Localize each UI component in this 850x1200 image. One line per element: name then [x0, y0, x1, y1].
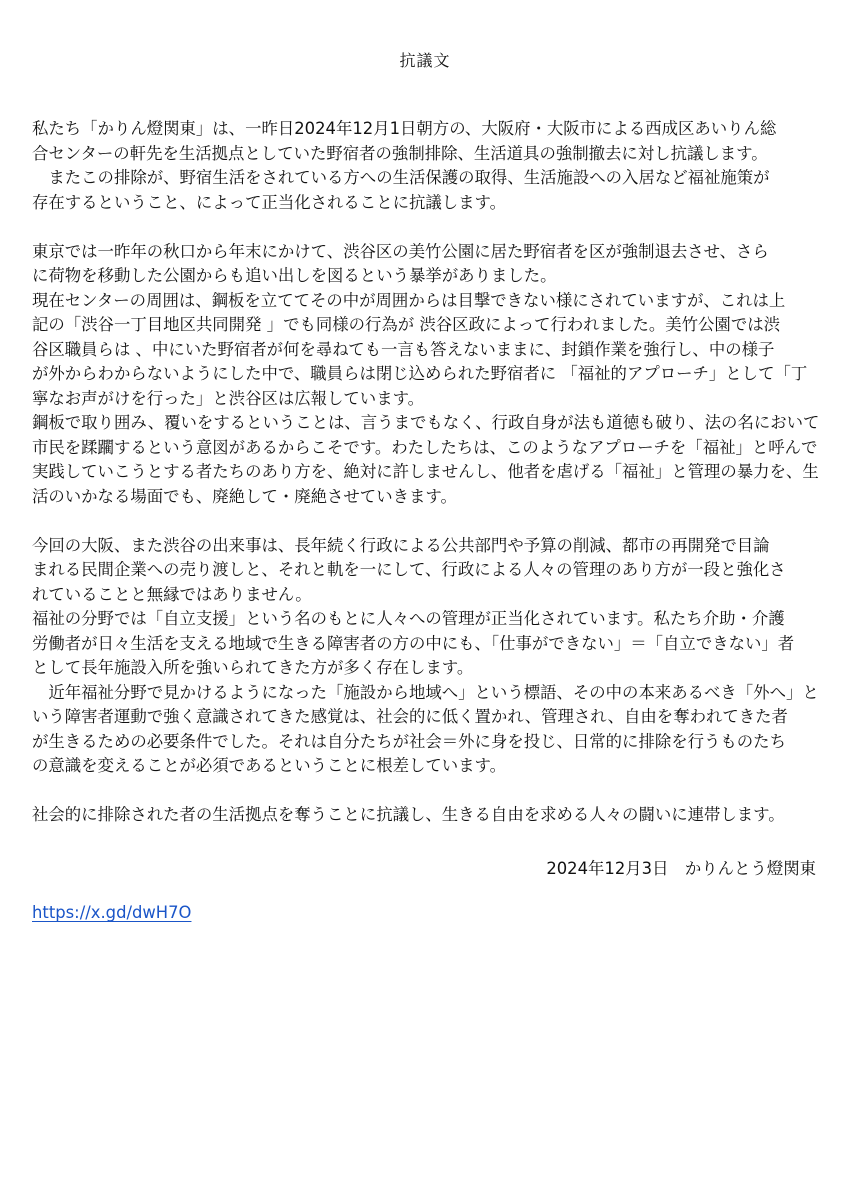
- paragraph-1: [32, 117, 824, 215]
- text-line: 近年福祉分野で見かけるようになった「施設から地域へ」という標語、その中の本来あるべき「外へ」と: [32, 682, 819, 702]
- paragraph-3: [32, 534, 824, 779]
- paragraph-gap: [32, 779, 824, 804]
- text-line: に荷物を移動した公園からも追い出しを図るという暴挙がありました。: [32, 266, 557, 285]
- paragraph-4: [32, 803, 824, 828]
- text-line: 市民を蹂躙するという意図があるからこそです。わたしたちは、このようなアプローチを「福祉」と呼んで: [32, 437, 818, 457]
- signature-date: 2024年12月3日 かりんとう燈関東: [546, 859, 816, 878]
- text-line: 実践していこうとする者たちのあり方を、絶対に許しませんし、他者を虐げる「福祉」と管理の暴力を、生: [32, 462, 819, 481]
- document-title: 抗議文: [399, 51, 451, 70]
- text-line: 合センターの軒先を生活拠点としていた野宿者の強制排除、生活道具の強制撤去に対し抗議します。: [32, 143, 768, 163]
- text-line: 寧なお声がけを行った」と渋谷区は広報しています。: [32, 388, 425, 408]
- text-line: が生きるための必要条件でした。それは自分たちが社会＝外に身を投じ、日常的に排除を行うものたち: [32, 731, 786, 751]
- text-line: 今回の大阪、また渋谷の出来事は、長年続く行政による公共部門や予算の削減、都市の再開発で目論: [32, 535, 770, 555]
- text-line: の意識を変えることが必須であるということに根差しています。: [32, 756, 507, 775]
- text-line: 鋼板で取り囲み、覆いをするということは、言うまでもなく、行政自身が法も道徳も破り、法の名において: [32, 413, 820, 432]
- text-line: またこの排除が、野宿生活をされている方への生活保護の取得、生活施設への入居など福祉施策が: [32, 168, 770, 187]
- text-line: 東京では一昨年の秋口から年末にかけて、渋谷区の美竹公園に居た野宿者を区が強制退去させ、さら: [32, 241, 769, 261]
- text-line: 記の「渋谷一丁目地区共同開発 」でも同様の行為が 渋谷区政によって行われました。美竹公園では渋: [32, 315, 780, 334]
- text-line: 存在するということ、によって正当化されることに抗議します。: [32, 192, 507, 212]
- paragraph-gap: [32, 509, 824, 534]
- text-line: まれる民間企業への売り渡しと、それと軌を一にして、行政による人々の管理のあり方が一段と強化さ: [32, 560, 786, 579]
- text-line: として長年施設入所を強いられてきた方が多く存在します。: [32, 658, 474, 677]
- text-line: 活のいかなる場面でも、廃絶して・廃絶させていきます。: [32, 486, 457, 506]
- text-line: が外からわからないようにした中で、職員らは閉じ込められた野宿者に 「福祉的アプローチ」として「丁: [32, 364, 808, 383]
- text-line: れていることと無縁ではありません。: [32, 584, 312, 604]
- document-body: [32, 117, 824, 828]
- paragraph-gap: [32, 215, 824, 240]
- text-line: 社会的に排除された者の生活拠点を奪うことに抗議し、生きる自由を求める人々の闘いに連帯します。: [32, 805, 785, 824]
- text-line: 私たち「かりん燈関東」は、一昨日2024年12月1日朝方の、大阪府・大阪市による西成区あいりん総: [32, 119, 777, 138]
- paragraph-2: [32, 240, 824, 510]
- text-line: 谷区職員らは 、中にいた野宿者が何を尋ねても一言も答えないままに、封鎖作業を強行し、中の様子: [32, 339, 775, 359]
- text-line: いう障害者運動で強く意識されてきた感覚は、社会的に低く置かれ、管理され、自由を奪われてきた者: [32, 707, 788, 726]
- text-line: 福祉の分野では「自立支援」という名のもとに人々への管理が正当化されています。私たち介助・介護: [32, 609, 785, 628]
- source-link[interactable]: https://x.gd/dwH7O: [32, 903, 192, 922]
- text-line: 現在センターの周囲は、鋼板を立ててその中が周囲からは目撃できない様にされていますが、これは上: [32, 290, 786, 310]
- text-line: 労働者が日々生活を支える地域で生きる障害者の方の中にも、「仕事ができない」＝「自立できない」者: [32, 633, 795, 653]
